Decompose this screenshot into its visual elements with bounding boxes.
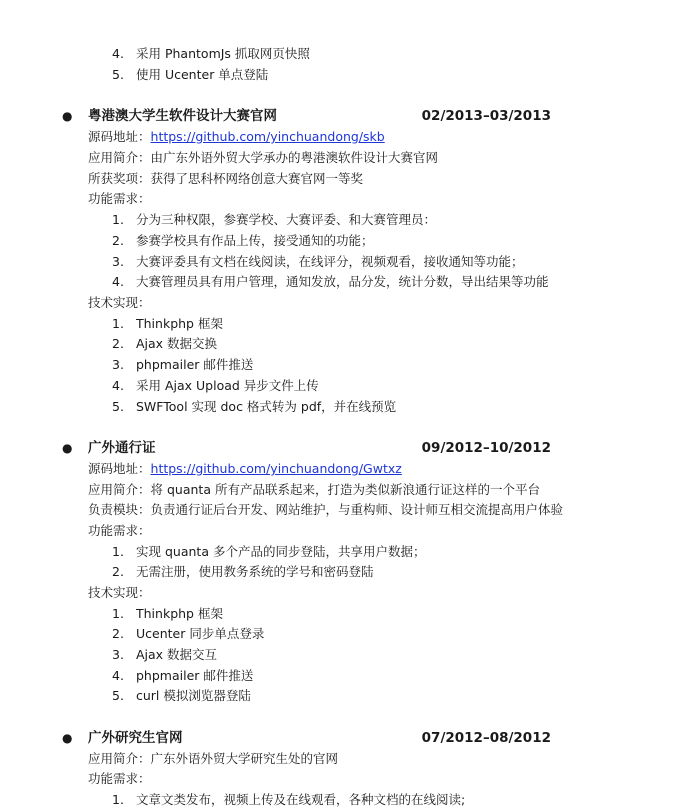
intro-line: 应用简介：将 quanta 所有产品联系起来，打造为类似新浪通行证这样的一个平台 [88,482,540,497]
list-item: 2. 参赛学校具有作品上传，接受通知的功能； [112,233,374,248]
intro-line: 应用简介：由广东外语外贸大学承办的粤港澳软件设计大赛官网 [88,150,439,165]
list-item: 1. 实现 quanta 多个产品的同步登陆，共享用户数据； [112,544,426,559]
list-item: 4. 大赛管理员具有用户管理，通知发放，品分发，统计分数，导出结果等功能 [112,274,549,289]
list-item: 2. Ajax 数据交换 [112,336,218,351]
project-title: 广外通行证 [88,440,156,456]
source-link[interactable]: https://github.com/yinchuandong/skb [150,129,385,144]
source-link[interactable]: https://github.com/yinchuandong/Gwtxz [150,461,402,476]
list-item: 5. curl 模拟浏览器登陆 [112,688,251,703]
bullet-icon: ● [62,109,73,123]
project-heading [62,106,615,126]
requirements-label: 功能需求： [88,523,151,538]
list-item: 3. phpmailer 邮件推送 [112,357,254,372]
tech-label: 技术实现： [88,585,151,600]
award-line: 所获奖项：获得了思科杯网络创意大赛官网一等奖 [88,171,364,186]
list-item: 1. Thinkphp 框架 [112,316,223,331]
project-date: 07/2012–08/2012 [421,730,551,746]
list-item: 3. Ajax 数据交互 [112,647,218,662]
requirements-label: 功能需求： [88,771,151,786]
list-item: 2. 无需注册，使用教务系统的学号和密码登陆 [112,564,374,579]
source-line: 源码地址：https://github.com/yinchuandong/skb [88,129,385,144]
project-heading [62,438,615,458]
bullet-icon: ● [62,441,73,455]
intro-line: 应用简介：广东外语外贸大学研究生处的官网 [88,751,339,766]
list-item: 1. Thinkphp 框架 [112,606,223,621]
project-date: 02/2013–03/2013 [421,108,551,124]
project-title: 粤港澳大学生软件设计大赛官网 [88,108,277,124]
list-item: 4. 采用 Ajax Upload 异步文件上传 [112,378,319,393]
list-item: 4. phpmailer 邮件推送 [112,668,254,683]
tech-label: 技术实现： [88,295,151,310]
list-item: 1. 文章文类发布，视频上传及在线观看，各种文档的在线阅读; [112,792,466,807]
project-date: 09/2012–10/2012 [421,440,551,456]
responsibility-line: 负责模块：负责通行证后台开发、网站维护，与重构师、设计师互相交流提高用户体验 [88,502,564,517]
source-line: 源码地址：https://github.com/yinchuandong/Gwtxz [88,461,402,476]
bullet-icon: ● [62,731,73,745]
list-item: 1. 分为三种权限，参赛学校、大赛评委、和大赛管理员： [112,212,437,227]
list-item: 4. 采用 PhantomJs 抓取网页快照 [112,46,310,61]
list-item: 5. 使用 Ucenter 单点登陆 [112,67,269,82]
project-title: 广外研究生官网 [88,730,183,746]
requirements-label: 功能需求： [88,191,151,206]
list-item: 2. Ucenter 同步单点登录 [112,626,265,641]
list-item: 3. 大赛评委具有文档在线阅读，在线评分，视频观看，接收通知等功能； [112,254,524,269]
project-heading [62,728,615,748]
list-item: 5. SWFTool 实现 doc 格式转为 pdf，并在线预览 [112,399,397,414]
